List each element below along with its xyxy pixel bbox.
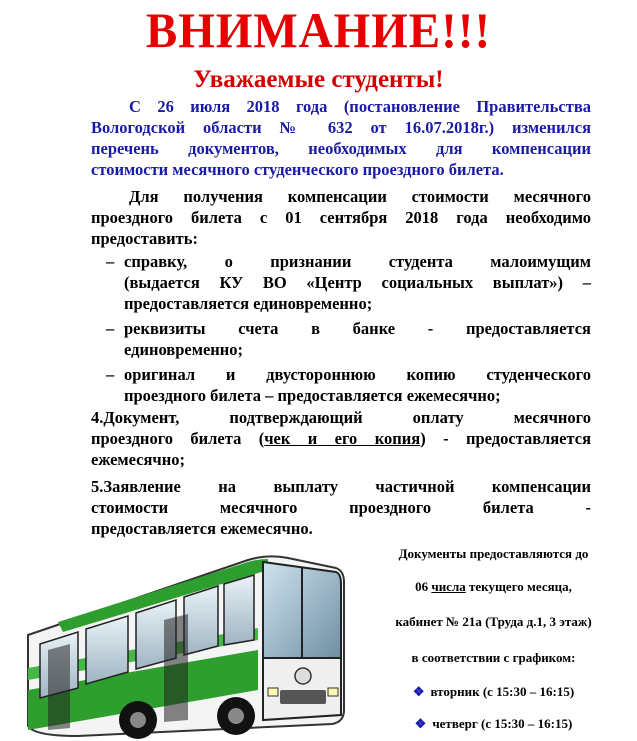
list-item-line: (выдается КУ ВО «Центр социальных выплат») – [124, 273, 591, 292]
list-item-line: предоставляется единовременно; [124, 294, 373, 313]
requirement-line: Для получения компенсации стоимости месячного [129, 187, 591, 206]
point-5-line: предоставляется ежемесячно. [91, 519, 313, 538]
dash-bullet: – [106, 319, 115, 338]
point-4-line: ежемесячно; [91, 450, 185, 469]
point-5-line: стоимости месячного проездного билета - [91, 498, 591, 517]
bus-icon [18, 540, 348, 741]
point-4 [91, 407, 591, 470]
schedule-item: ❖ вторник (с 15:30 – 16:15) [412, 684, 575, 699]
notice-line: Документы предоставляются до [398, 546, 589, 561]
intro-paragraph [91, 96, 591, 180]
requirement-line: предоставить: [91, 229, 199, 248]
intro-line: С 26 июля 2018 года (постановление Правительства [129, 97, 591, 116]
point-5 [91, 476, 591, 539]
intro-line: стоимости месячного студенческого проездного билета. [91, 160, 504, 179]
notice-line: в соответствии с графиком: [411, 650, 576, 665]
list-item-line: оригинал и двустороннюю копию студенческого [124, 365, 591, 384]
underlined-text: числа [431, 579, 466, 594]
dash-bullet: – [106, 252, 115, 271]
requirement-line: проездного билета с 01 сентября 2018 года необходимо [91, 208, 591, 227]
intro-line: перечень документов, необходимых для компенсации [91, 139, 591, 158]
dash-bullet: – [106, 365, 115, 384]
intro-line: Вологодской области № 632 от 16.07.2018г.) изменился [91, 118, 591, 137]
document-list [106, 251, 591, 410]
page-title: ВНИМАНИЕ!!! [145, 3, 492, 59]
list-item [106, 318, 591, 360]
list-item-line: единовременно; [124, 340, 244, 359]
notice-line: 06 числа текущего месяца, [415, 579, 572, 594]
list-item-line: справку, о признании студента малоимущим [124, 252, 591, 271]
requirement-paragraph [91, 186, 591, 249]
notice-line: кабинет № 21а (Труда д.1, 3 этаж) [395, 614, 592, 629]
list-item [106, 364, 591, 406]
page-subtitle: Уважаемые студенты! [193, 66, 444, 93]
diamond-bullet-icon: ❖ [414, 716, 427, 731]
underlined-text: чек и его копия [264, 429, 421, 448]
point-5-line: 5.Заявление на выплату частичной компенсации [91, 477, 591, 496]
schedule-item: ❖ четверг (с 15:30 – 16:15) [414, 716, 573, 731]
list-item-line: реквизиты счета в банке - предоставляется [124, 319, 591, 338]
list-item [106, 251, 591, 314]
diamond-bullet-icon: ❖ [412, 684, 425, 699]
point-4-line: 4.Документ, подтверждающий оплату месячного [91, 408, 591, 427]
point-4-line: проездного билета (чек и его копия) - предоставляется [91, 429, 592, 448]
list-item-line: проездного билета – предоставляется ежемесячно; [124, 386, 501, 405]
